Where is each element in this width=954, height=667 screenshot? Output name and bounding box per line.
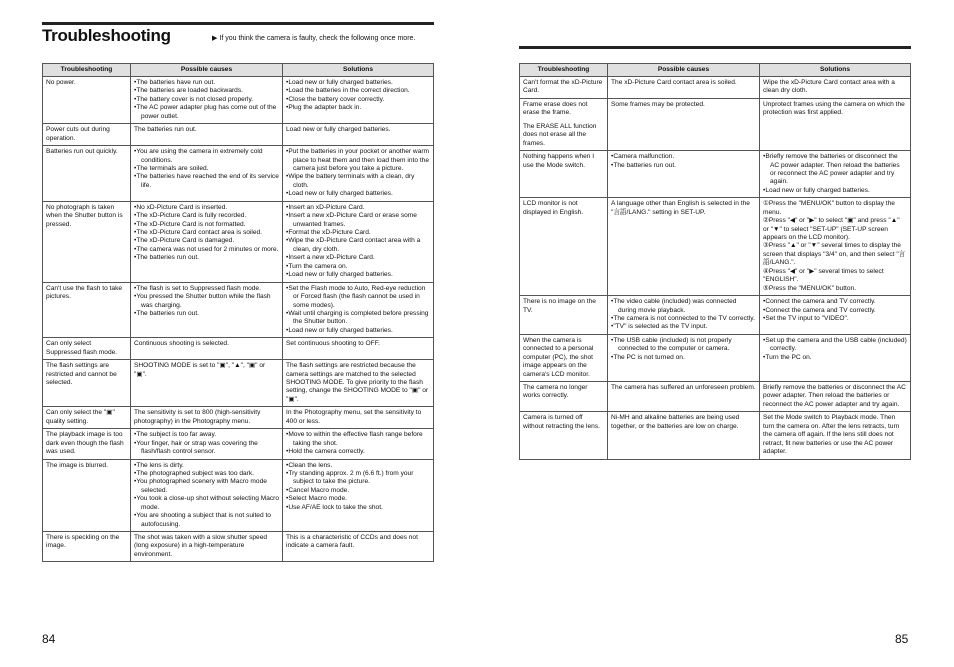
solution-item [286, 104, 430, 112]
problem-text: Nothing happens when I use the Mode switch. [523, 153, 595, 169]
solution-item [286, 495, 430, 503]
item-text: No xD-Picture Card is inserted. [136, 203, 228, 211]
solutions-cell [283, 338, 434, 360]
solutions-cell [760, 412, 911, 459]
table-row [520, 412, 911, 459]
problem-text: Can't format the xD-Picture Card. [523, 79, 603, 95]
cause-text: The batteries run out. [134, 126, 197, 134]
problem-text: Camera is turned off without retracting the lens. [523, 414, 600, 430]
causes-cell [608, 77, 760, 99]
cause-item [134, 204, 279, 212]
cause-item [134, 212, 279, 220]
problem-text: The image is blurred. [46, 461, 108, 469]
solution-text: Set the Mode switch to Playback mode. Then turn the camera on. After the lens retracts, turn the camera off again. If the lens still does not retract, fit new batteries or use the AC power adapter. [763, 414, 900, 456]
header-troubleshooting: Troubleshooting [520, 64, 608, 77]
cause-item [134, 173, 279, 190]
item-text: Try standing approx. 2 m (6.6 ft.) from your subject to take the picture. [288, 469, 414, 486]
item-text: The xD-Picture Card is damaged. [136, 237, 235, 245]
table-row [43, 532, 434, 562]
causes-list [611, 337, 756, 362]
cause-item [134, 440, 279, 457]
cause-item [134, 229, 279, 237]
item-text: The lens is dirty. [136, 461, 184, 469]
solutions-list [286, 79, 430, 113]
item-text: Wait until charging is completed before pressing the Shutter button. [288, 309, 429, 326]
causes-cell [131, 429, 283, 459]
causes-cell [131, 201, 283, 282]
problem-cell [520, 151, 608, 198]
cause-item [134, 495, 279, 512]
cause-item [134, 237, 279, 245]
item-text: You photographed scenery with Macro mode selected. [136, 478, 267, 494]
item-text: The subject is too far away. [136, 431, 217, 439]
cause-text: The xD-Picture Card contact area is soiled. [611, 79, 737, 86]
solutions-list [286, 204, 430, 280]
item-text: The xD-Picture Card is fully recorded. [136, 212, 247, 220]
solution-item [286, 271, 430, 279]
solution-item [763, 187, 907, 195]
item-text: Set the TV input to "VIDEO". [765, 314, 849, 322]
solutions-list [763, 337, 907, 362]
item-text: The xD-Picture Card is not formatted. [136, 220, 246, 228]
causes-cell [131, 77, 283, 124]
cause-item [134, 79, 279, 87]
item-text: Move to within the effective flash range before taking the shot. [288, 431, 423, 447]
solutions-cell [283, 429, 434, 459]
problem-cell [43, 146, 131, 202]
cause-item [611, 337, 756, 354]
cause-item [134, 512, 279, 529]
cause-item [134, 254, 279, 262]
causes-cell [131, 360, 283, 407]
causes-cell [131, 282, 283, 338]
problem-cell [520, 198, 608, 296]
header-troubleshooting: Troubleshooting [43, 64, 131, 77]
item-text: Turn the PC on. [765, 353, 812, 361]
left-top-rule [42, 22, 434, 25]
problem-cell [43, 282, 131, 338]
table-row [43, 146, 434, 202]
solutions-cell [283, 146, 434, 202]
solutions-list [286, 285, 430, 336]
solutions-cell [760, 98, 911, 150]
solutions-list [286, 462, 430, 513]
solution-item [286, 204, 430, 212]
solutions-list [286, 148, 430, 199]
cause-item [611, 153, 756, 161]
problem-text: No power. [46, 79, 76, 86]
solution-item [763, 153, 907, 187]
page-note [212, 34, 415, 42]
solution-item [763, 337, 907, 354]
solutions-cell [760, 77, 911, 99]
item-text: You are using the camera in extremely cold conditions. [136, 148, 263, 164]
item-text: Insert a new xD-Picture Card or erase some unwanted frames. [288, 212, 417, 228]
item-text: The video cable (included) was connected during movie playback. [613, 298, 737, 314]
problem-cell [43, 532, 131, 562]
cause-text: The camera has suffered an unforeseen problem. [611, 384, 756, 391]
solution-text: Unprotect frames using the camera on which the protection was first applied. [763, 100, 905, 117]
cause-text: Ni-MH and alkaline batteries are being used together, or the batteries are low on charge. [611, 414, 740, 430]
cause-item [134, 104, 279, 121]
solutions-cell [283, 201, 434, 282]
table-row [43, 282, 434, 338]
item-text: "TV" is selected as the TV input. [613, 323, 708, 331]
solutions-cell [283, 77, 434, 124]
item-text: The xD-Picture Card contact area is soiled. [136, 229, 263, 236]
causes-list [134, 148, 279, 190]
table-row [43, 459, 434, 532]
item-text: Load the batteries in the correct direction. [288, 87, 410, 95]
problem-text: There is speckling on the image. [46, 534, 120, 550]
solution-text: Briefly remove the batteries or disconnect the AC power adapter. Then reload the batteries or reconnect the AC power adapter and try again. [763, 384, 906, 408]
item-text: The batteries have reached the end of its service life. [136, 173, 279, 189]
solution-item [286, 504, 430, 512]
item-text: Insert an xD-Picture Card. [288, 203, 365, 211]
solutions-list [286, 431, 430, 456]
item-text: Use AF/AE lock to take the shot. [288, 503, 383, 511]
table-row [43, 77, 434, 124]
solutions-list [763, 153, 907, 195]
problem-cell [520, 77, 608, 99]
causes-list [134, 79, 279, 121]
header-solutions: Solutions [760, 64, 911, 77]
item-text: The terminals are soiled. [136, 164, 209, 172]
cause-text: The shot was taken with a slow shutter speed (long exposure) in a high-temperature environment. [134, 534, 268, 558]
table-row [520, 198, 911, 296]
solution-item [286, 96, 430, 104]
problem-cell [520, 334, 608, 381]
table-row [43, 429, 434, 459]
table-row [520, 77, 911, 99]
page-number-left: 84 [42, 632, 56, 646]
item-text: The camera is not connected to the TV correctly. [613, 314, 755, 322]
header-solutions: Solutions [283, 64, 434, 77]
solution-item [763, 315, 907, 323]
item-text: Close the battery cover correctly. [288, 95, 385, 103]
table-row [43, 124, 434, 146]
right-top-rule [519, 46, 911, 49]
item-text: The camera was not used for 2 minutes or more. [136, 245, 279, 253]
cause-item [134, 478, 279, 495]
cause-item [134, 148, 279, 165]
problem-text: Power cuts out during operation. [46, 126, 110, 142]
causes-cell [608, 198, 760, 296]
problem-text: LCD monitor is not displayed in English. [523, 200, 584, 216]
problem-text: Frame erase does not erase the frame. [523, 100, 588, 117]
causes-list [134, 462, 279, 530]
item-text: The PC is not turned on. [613, 353, 685, 361]
problem-text: Can't use the flash to take pictures. [46, 284, 123, 301]
problem-text: Batteries run out quickly. [46, 148, 118, 156]
cause-item [611, 315, 756, 323]
cause-item [134, 462, 279, 470]
item-text: You pressed the Shutter button while the flash was charging. [136, 293, 271, 309]
page-number-right: 85 [895, 632, 909, 646]
solution-item [286, 470, 430, 487]
causes-cell [608, 151, 760, 198]
solution-text: Load new or fully charged batteries. [286, 126, 391, 134]
cause-text: Continuous shooting is selected. [134, 340, 229, 348]
solution-item [286, 173, 430, 190]
item-text: The batteries run out. [613, 161, 676, 169]
problem-text: When the camera is connected to a personal computer (PC), the shot image appears on the camera's LCD monitor. [523, 336, 594, 378]
problem-cell [43, 338, 131, 360]
problem-text: The flash settings are restricted and cannot be selected. [46, 362, 117, 386]
cause-item [134, 470, 279, 478]
causes-cell [131, 532, 283, 562]
cause-text: The sensitivity is set to 800 (high-sensitivity photography) in the Photography menu. [134, 409, 261, 425]
problem-cell [43, 429, 131, 459]
table-row [520, 296, 911, 335]
cause-item [134, 221, 279, 229]
solution-item [286, 87, 430, 95]
item-text: Load new or fully charged batteries. [288, 271, 393, 279]
causes-cell [131, 407, 283, 429]
item-text: Load new or fully charged batteries. [288, 79, 393, 86]
solutions-cell [760, 334, 911, 381]
solution-item [286, 487, 430, 495]
cause-item [134, 165, 279, 173]
item-text: The USB cable (included) is not properly connected to the computer or camera. [613, 336, 732, 353]
item-text: Set the Flash mode to Auto, Red-eye reduction or Forced flash (the flash cannot be used in some modes). [288, 284, 426, 309]
solutions-cell [283, 360, 434, 407]
item-text: The AC power adapter plug has come out of the power outlet. [136, 104, 277, 120]
causes-cell [608, 412, 760, 459]
item-text: Plug the adapter back in. [288, 104, 362, 112]
solutions-cell [760, 382, 911, 412]
item-text: Wipe the xD-Picture Card contact area with a clean, dry cloth. [288, 237, 421, 253]
solutions-cell [283, 282, 434, 338]
solution-item [286, 327, 430, 335]
arrow-right-icon: ▶ [212, 35, 218, 42]
cause-text: SHOOTING MODE is set to "▣", "▲", "▣" or "▣". [134, 362, 266, 378]
item-text: The batteries have run out. [136, 79, 216, 86]
page-note-text: If you think the camera is faulty, check the following once more. [219, 35, 416, 42]
solution-item [286, 254, 430, 262]
causes-list [611, 153, 756, 170]
item-text: Load new or fully charged batteries. [288, 190, 393, 198]
problem-text: Can only select Suppressed flash mode. [46, 340, 118, 356]
page-title: Troubleshooting [42, 26, 171, 45]
cause-item [134, 96, 279, 104]
header-possible-causes: Possible causes [131, 64, 283, 77]
causes-cell [131, 338, 283, 360]
problem-text: The playback image is too dark even though the flash was used. [46, 431, 124, 456]
item-text: Clean the lens. [288, 461, 333, 469]
item-text: Connect the camera and TV correctly. [765, 306, 876, 314]
solution-item [286, 462, 430, 470]
solution-text: Set continuous shooting to OFF. [286, 340, 380, 348]
solutions-cell [760, 151, 911, 198]
item-text: Briefly remove the batteries or disconnect the AC power adapter. Then reload the batteries or reconnect the AC power adapter and try again. [765, 153, 900, 186]
solution-text: Wipe the xD-Picture Card contact area with a clean dry cloth. [763, 79, 895, 95]
causes-cell [131, 146, 283, 202]
left-troubleshooting-table [42, 63, 434, 562]
solution-text: The flash settings are restricted because the camera settings are matched to the selected SHOOTING MODE. To give priority to the flash setting, change the SHOOTING MODE to "▣" or "▣". [286, 362, 429, 403]
solution-item [286, 431, 430, 448]
causes-list [134, 204, 279, 263]
item-text: Put the batteries in your pocket or another warm place to heat them and then load them into the camera just before you take a picture. [288, 148, 430, 172]
item-text: Your finger, hair or strap was covering the flash/flash control sensor. [136, 439, 258, 456]
cause-item [134, 87, 279, 95]
problem-text: Can only select the "▣" quality setting. [46, 409, 115, 425]
solution-text: ⑤Press the "MENU/OK" button. [763, 284, 857, 292]
cause-item [134, 246, 279, 254]
causes-list [134, 431, 279, 456]
problem-cell [520, 98, 608, 150]
table-row [520, 98, 911, 150]
item-text: Cancel Macro mode. [288, 486, 350, 494]
problem-text: There is no image on the TV. [523, 298, 596, 314]
item-text: The batteries run out. [136, 309, 199, 317]
item-text: Insert a new xD-Picture Card. [288, 254, 375, 262]
solution-text: This is a characteristic of CCDs and does not indicate a camera fault. [286, 534, 418, 550]
solution-text: ④Press "◀" or "▶" several times to select "ENGLISH". [763, 267, 884, 284]
table-row [520, 151, 911, 198]
cause-item [134, 285, 279, 293]
cause-item [134, 431, 279, 439]
item-text: The battery cover is not closed properly. [136, 95, 254, 103]
solution-item [286, 229, 430, 237]
solution-item [286, 263, 430, 271]
item-text: The batteries run out. [136, 254, 199, 262]
table-row [43, 338, 434, 360]
problem-cell [43, 201, 131, 282]
item-text: The batteries are loaded backwards. [136, 87, 243, 95]
solutions-list [763, 298, 907, 323]
cause-item [611, 354, 756, 362]
cause-item [611, 162, 756, 170]
problem-text: The ERASE ALL function does not erase all the frames. [523, 122, 597, 147]
solutions-cell [760, 296, 911, 335]
causes-list [611, 298, 756, 332]
header-possible-causes: Possible causes [608, 64, 760, 77]
item-text: Load new or fully charged batteries. [765, 186, 870, 194]
cause-text: Some frames may be protected. [611, 100, 705, 108]
solution-item [286, 237, 430, 254]
cause-item [611, 323, 756, 331]
solution-item [286, 285, 430, 310]
problem-cell [520, 412, 608, 459]
causes-cell [608, 296, 760, 335]
item-text: Connect the camera and TV correctly. [765, 298, 876, 306]
cause-item [611, 298, 756, 315]
problem-cell [43, 77, 131, 124]
solution-item [286, 148, 430, 173]
solution-text: In the Photography menu, set the sensitivity to 400 or less. [286, 409, 422, 425]
cause-text: A language other than English is selected in the "言語/LANG." setting in SET-UP. [611, 200, 750, 216]
solution-item [286, 190, 430, 198]
solutions-cell [283, 532, 434, 562]
table-row [43, 407, 434, 429]
problem-cell [43, 459, 131, 532]
solution-item [763, 354, 907, 362]
solution-item [763, 307, 907, 315]
item-text: Set up the camera and the USB cable (included) correctly. [765, 336, 907, 353]
solutions-cell [283, 124, 434, 146]
right-table-wrap [519, 63, 911, 460]
cause-item [134, 310, 279, 318]
item-text: Turn the camera on. [288, 262, 348, 270]
left-table-wrap [42, 63, 434, 562]
item-text: The photographed subject was too dark. [136, 469, 254, 477]
solutions-cell [760, 198, 911, 296]
solutions-cell [283, 459, 434, 532]
solution-item [286, 212, 430, 229]
problem-cell [43, 407, 131, 429]
problem-text: No photograph is taken when the Shutter button is pressed. [46, 203, 123, 228]
solution-item [286, 448, 430, 456]
item-text: Load new or fully charged batteries. [288, 326, 393, 334]
problem-cell [43, 124, 131, 146]
item-text: Select Macro mode. [288, 495, 347, 503]
item-text: Hold the camera correctly. [288, 448, 365, 456]
solution-item [286, 79, 430, 87]
problem-text: The camera no longer works correctly. [523, 384, 588, 400]
item-text: Format the xD-Picture Card. [288, 229, 371, 236]
item-text: Camera malfunction. [613, 153, 675, 161]
table-row [520, 382, 911, 412]
table-row [43, 201, 434, 282]
right-troubleshooting-table [519, 63, 911, 460]
cause-item [134, 293, 279, 310]
causes-list [134, 285, 279, 319]
solution-item [286, 310, 430, 327]
problem-cell [520, 382, 608, 412]
problem-cell [43, 360, 131, 407]
causes-cell [608, 382, 760, 412]
solution-text: ①Press the "MENU/OK" button to display the menu. [763, 200, 895, 216]
problem-cell [520, 296, 608, 335]
causes-cell [131, 124, 283, 146]
solutions-cell [283, 407, 434, 429]
item-text: You took a close-up shot without selecting Macro mode. [136, 495, 280, 511]
solution-item [763, 298, 907, 306]
causes-cell [608, 334, 760, 381]
table-row [43, 360, 434, 407]
solution-text: ③Press "▲" or "▼" several times to display the screen that displays "3/4" on, and then select "言語/LANG.". [763, 242, 906, 267]
causes-cell [131, 459, 283, 532]
item-text: Wipe the battery terminals with a clean, dry cloth. [288, 173, 415, 189]
item-text: You are shooting a subject that is not suited to autofocusing. [136, 512, 271, 528]
table-row [520, 334, 911, 381]
item-text: The flash is set to Suppressed flash mode. [136, 284, 261, 292]
causes-cell [608, 98, 760, 150]
solution-text: ②Press "◀" or "▶" to select "▣" and press "▲" or "▼" to select "SET-UP" (SET-UP screen appears on the LCD monitor). [763, 217, 900, 241]
